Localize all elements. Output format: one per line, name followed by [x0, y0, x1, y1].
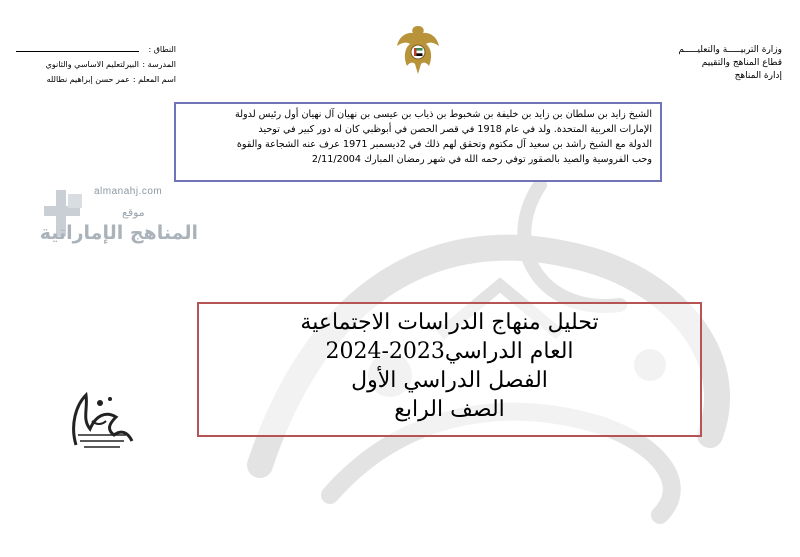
bio-line-4: وحب الفروسية والصيد بالصقور توفي رحمه الله في شهر رمضان المبارك 2/11/2004 [311, 154, 652, 165]
title-line-1: تحليل منهاج الدراسات الاجتماعية [300, 310, 599, 335]
region-value-line [16, 42, 139, 52]
school-label: المدرسة : [142, 60, 176, 69]
bio-line-1: الشيخ زايد بن سلطان بن زايد بن خليفة بن شخبوط بن ذياب بن عيسى بن نهيان آل نهيان أول رئيس لدولة [234, 109, 652, 120]
teacher-value: عمر حسن إبراهيم نطالله [46, 75, 130, 84]
teacher-label: اسم المعلم : [132, 75, 176, 84]
logo-url: almanahj.com [94, 186, 163, 197]
title-box [197, 302, 702, 437]
title-line-3: الفصل الدراسي الأول [351, 368, 548, 393]
region-label: النطاق : [148, 45, 176, 54]
calligraphy-ornament-icon [66, 385, 138, 455]
ministry-name: وزارة التربيـــــة والتعليـــــم [678, 45, 782, 55]
bio-line-3: الدولة مع الشيخ راشد بن سعيد آل مكتوم وتحقق لهم ذلك في 2ديسمبر 1971 عرف عنه الشجاعة والقوة [236, 139, 652, 150]
ministry-header [582, 44, 782, 83]
school-row [16, 57, 176, 72]
region-row [16, 42, 176, 57]
department-name: إدارة المناهج [734, 71, 782, 81]
teacher-info-block [16, 42, 176, 87]
biography-box [174, 102, 662, 182]
school-value: البيرلتعليم الاساسي والثانوي [45, 60, 139, 69]
uae-emblem-icon [395, 22, 441, 78]
logo-mawqi: موقع [122, 206, 145, 219]
title-line-2: العام الدراسي2023-2024 [325, 339, 574, 364]
logo-name: المناهج الإماراتية [39, 222, 198, 244]
sector-name: قطاع المناهج والتقييم [701, 58, 782, 68]
title-line-4: الصف الرابع [394, 397, 505, 422]
bio-line-2: الإمارات العربية المتحدة. ولد في عام 1918 في قصر الحصن في أبوظبي كان له دور كبير في توحيد [258, 124, 652, 135]
teacher-row [16, 72, 176, 87]
